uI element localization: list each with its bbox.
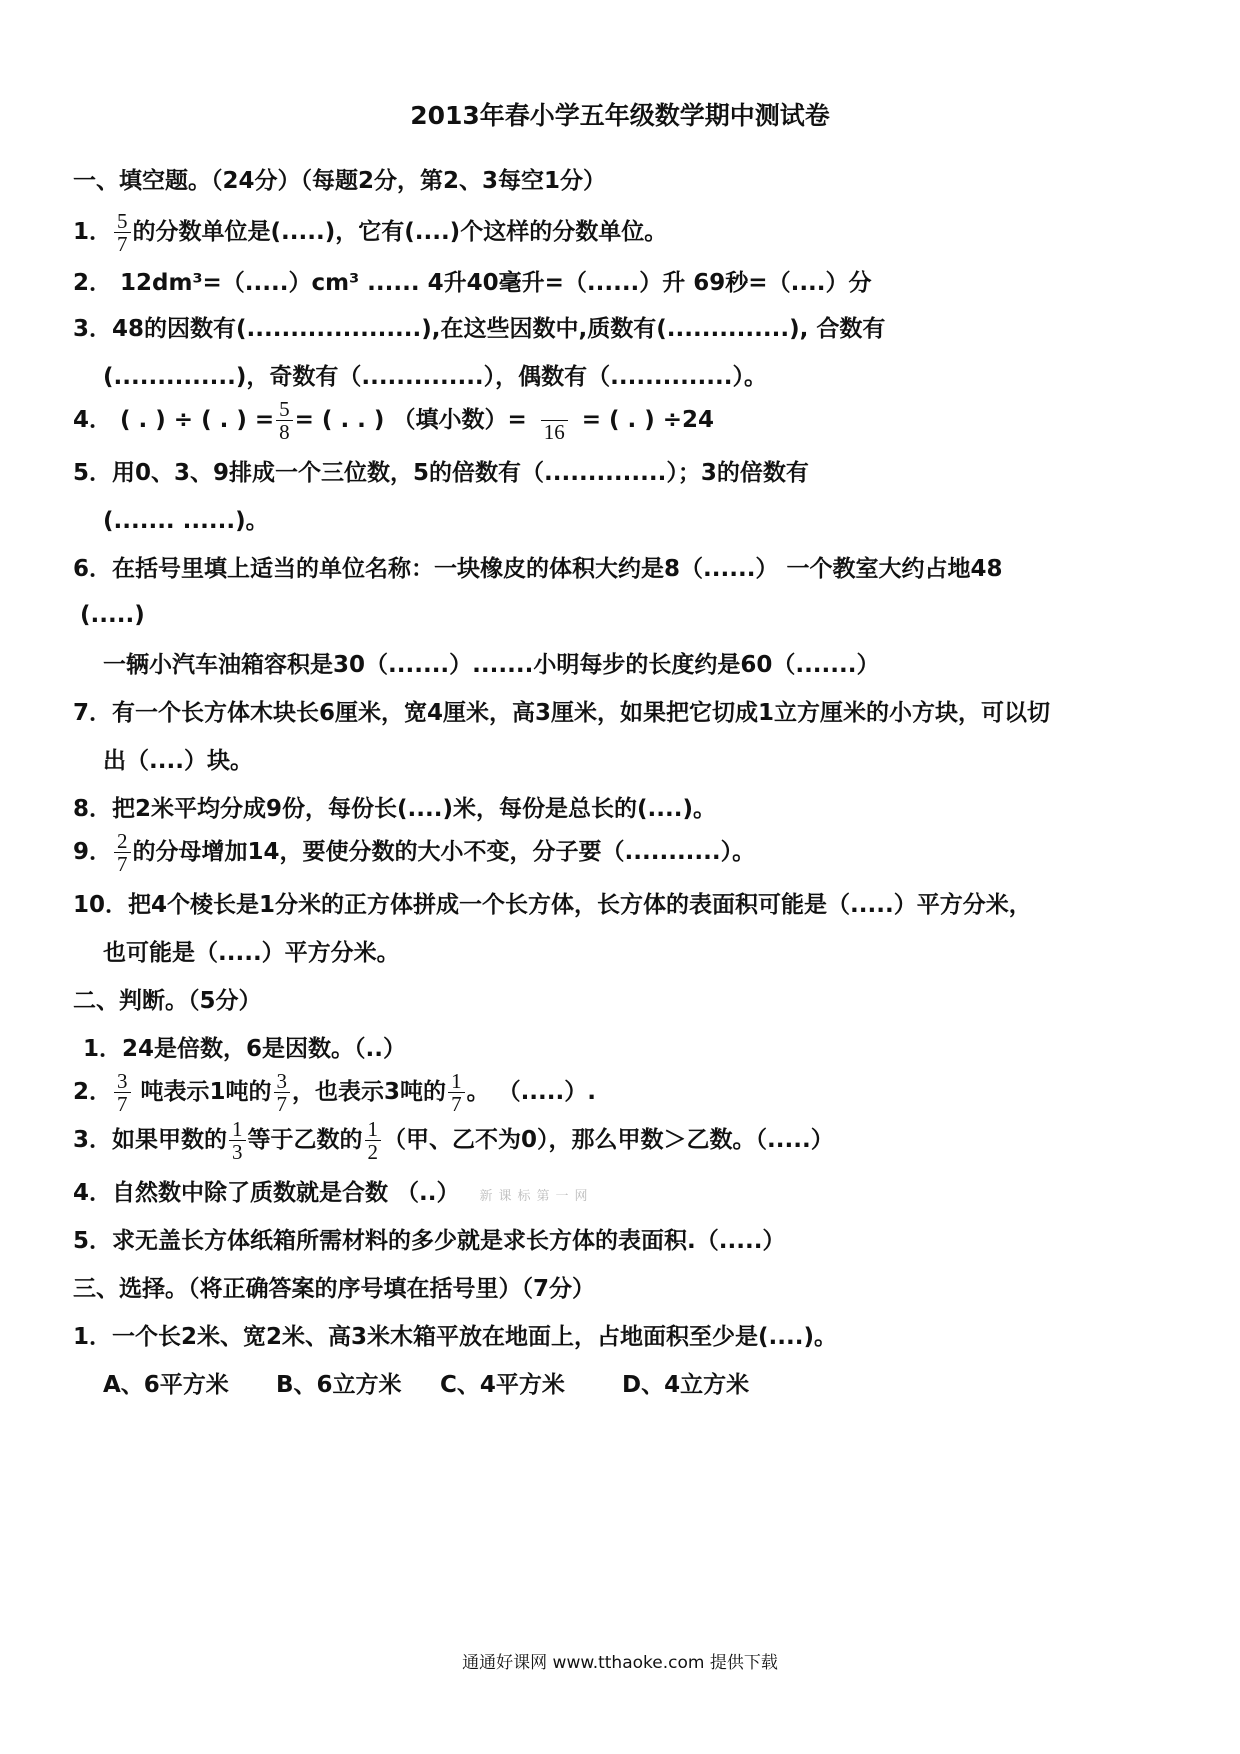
watermark: 新课标第一网 bbox=[479, 1189, 594, 1204]
option-d: D、4立方米 bbox=[622, 1372, 750, 1398]
fraction-denominator: 7 bbox=[117, 852, 128, 877]
question-1-6-line1: 6．在括号里填上适当的单位名称：一块橡皮的体积大约是8（......） 一个教室大约占地48 bbox=[73, 556, 1003, 582]
fraction bbox=[276, 398, 293, 443]
question-2-5: 5．求无盖长方体纸箱所需材料的多少就是求长方体的表面积.（.....） bbox=[73, 1228, 786, 1254]
question-text: 的分数单位是(.....)，它有(....)个这样的分数单位。 bbox=[132, 219, 668, 246]
question-1-1 bbox=[73, 210, 667, 255]
fraction-denominator: 7 bbox=[451, 1092, 462, 1117]
q4-part-b: = ( . . ) （填小数）= bbox=[294, 407, 527, 434]
fraction-numerator: 3 bbox=[274, 1070, 291, 1093]
fraction-denominator: 2 bbox=[367, 1140, 379, 1165]
question-1-3-line2: (..............)，奇数有（..............），偶数有（..............）。 bbox=[103, 364, 767, 390]
fraction-numerator: 3 bbox=[114, 1070, 131, 1093]
question-1-6-line3: 一辆小汽车油箱容积是30（.......）.......小明每步的长度约是60（.......） bbox=[103, 652, 880, 678]
question-3-1: 1．一个长2米、宽2米、高3米木箱平放在地面上，占地面积至少是(....)。 bbox=[73, 1324, 837, 1350]
question-1-7-line2: 出（....）块。 bbox=[103, 748, 253, 774]
fraction-denominator: 8 bbox=[279, 420, 290, 445]
question-1-2: 2． 12dm³=（.....）cm³ ...... 4升40毫升=（......）升 69秒=（....）分 bbox=[73, 270, 872, 296]
question-1-10-line2: 也可能是（.....）平方分米。 bbox=[103, 940, 400, 966]
question-1-10-line1: 10．把4个棱长是1分米的正方体拼成一个长方体，长方体的表面积可能是（.....）平方分米， bbox=[73, 892, 1032, 918]
question-text: 的分母增加14，要使分数的大小不变，分子要（...........）。 bbox=[132, 839, 756, 866]
q2-text-3: 。 （.....）. bbox=[466, 1079, 596, 1106]
question-1-4 bbox=[73, 398, 714, 443]
fraction-denominator: 3 bbox=[232, 1140, 243, 1165]
fraction bbox=[448, 1070, 465, 1115]
question-1-8: 8．把2米平均分成9份，每份长(....)米，每份是总长的(....)。 bbox=[73, 796, 716, 822]
fraction-denominator: 16 bbox=[543, 420, 565, 445]
option-b: B、6立方米 bbox=[276, 1372, 402, 1398]
question-1-7-line1: 7．有一个长方体木块长6厘米，宽4厘米，高3厘米，如果把它切成1立方厘米的小方块，可以切 bbox=[73, 700, 1051, 726]
question-2-4 bbox=[73, 1182, 594, 1205]
option-c: C、4平方米 bbox=[440, 1372, 565, 1398]
q4-part-c: = ( . ) ÷24 bbox=[581, 407, 715, 434]
question-1-9 bbox=[73, 830, 755, 875]
question-1-6-line2: (.....) bbox=[80, 602, 145, 628]
q2-text-2: ，也表示3吨的 bbox=[292, 1079, 447, 1106]
fraction-numerator: 1 bbox=[448, 1070, 465, 1093]
question-2-2 bbox=[73, 1070, 596, 1115]
fraction-numerator: 1 bbox=[229, 1118, 246, 1141]
question-number: 9． bbox=[73, 839, 113, 866]
question-1-5-line1: 5．用0、3、9排成一个三位数，5的倍数有（..............）；3的倍数有 bbox=[73, 460, 809, 486]
fraction-denominator: 7 bbox=[276, 1092, 288, 1117]
question-number: 2． bbox=[73, 1079, 113, 1106]
question-2-1: 1．24是倍数，6是因数。（..） bbox=[83, 1036, 406, 1062]
q2-text-1: 吨表示1吨的 bbox=[140, 1079, 272, 1106]
fraction bbox=[114, 210, 131, 255]
page-title: 2013年春小学五年级数学期中测试卷 bbox=[410, 101, 830, 130]
q3-part-c: （甲、乙不为0），那么甲数＞乙数。（.....） bbox=[383, 1127, 834, 1154]
section1-heading: 一、填空题。（24分）（每题2分，第2、3每空1分） bbox=[73, 168, 607, 194]
option-a: A、6平方米 bbox=[103, 1372, 229, 1398]
fraction bbox=[274, 1070, 291, 1115]
question-number: 1． bbox=[73, 219, 113, 246]
fraction-numerator: 5 bbox=[114, 210, 131, 233]
q3-part-a: 3．如果甲数的 bbox=[73, 1127, 228, 1154]
footer-source: 通通好课网 www.tthaoke.com 提供下载 bbox=[462, 1653, 778, 1673]
fraction-numerator: 1 bbox=[365, 1118, 382, 1141]
fraction-numerator: 5 bbox=[276, 398, 293, 421]
fraction bbox=[365, 1118, 382, 1163]
q3-part-b: 等于乙数的 bbox=[247, 1127, 363, 1154]
fraction-denominator: 7 bbox=[117, 1092, 128, 1117]
section3-heading: 三、选择。（将正确答案的序号填在括号里）（7分） bbox=[73, 1276, 596, 1302]
section2-heading: 二、判断。（5分） bbox=[73, 988, 262, 1014]
fraction bbox=[114, 1070, 131, 1115]
q4-text: 4．自然数中除了质数就是合数 （..） bbox=[73, 1180, 460, 1206]
q4-part-a: 4． ( . ) ÷ ( . ) = bbox=[73, 407, 275, 434]
fraction bbox=[114, 830, 131, 875]
fraction-denominator: 7 bbox=[117, 232, 128, 257]
fraction-numerator bbox=[541, 398, 568, 421]
fraction-numerator: 2 bbox=[114, 830, 131, 853]
question-2-3 bbox=[73, 1118, 834, 1163]
fraction bbox=[229, 1118, 246, 1163]
fraction-blank bbox=[541, 398, 568, 443]
question-1-3-line1: 3．48的因数有(....................),在这些因数中,质数有(..............), 合数有 bbox=[73, 316, 886, 342]
question-1-5-line2: (....... ......)。 bbox=[103, 508, 269, 534]
